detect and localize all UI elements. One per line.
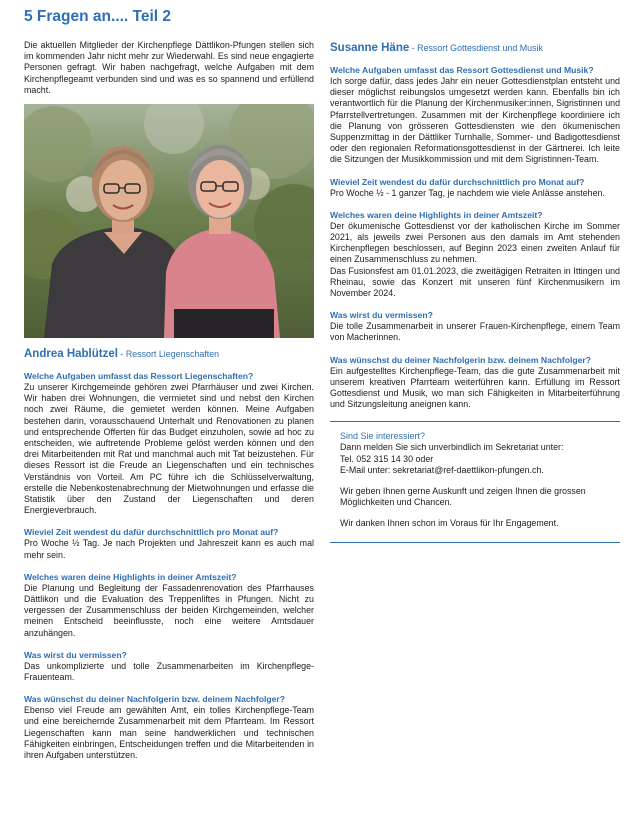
person-name: Susanne Häne (330, 42, 410, 54)
answer: Zu unserer Kirchgemeinde gehören zwei Pfarrhäuser und zwei Kirchen. Wir haben drei Wohnungen, die vermietet sind und nebst den Kirchen noch zwei Räume, die gemietet werden können. Meine Aufgaben bestehen darin, vorausschauend Unterhalt und Renovationen zu planen und entsprechende Offerten für das Budget einzuholen, sowie ad hoc zu entscheiden, wie auftretende Probleme gelöst werden können und den drei Mitarbeitenden mit Rat und manchmal auch mit Tat beizustehen. Für dieses Ressort ist die Freude an Liegenschaften und ein technisches Verständnis von Vorteil. Am PC führe ich die Schlüsselverwaltung, erstelle die Nebenkostenabrechnung der Mietwohnungen und erfasse die Statistik über den Zustand der Liegenschaften und deren Energieverbrauch. (24, 382, 314, 516)
contact-phone: Tel. 052 315 14 30 oder (340, 453, 434, 464)
answer-continued: Das Fusionsfest am 01.01.2023, die zweitägigen Retraiten in Ittingen und Rheinau, sowie das Konzert mit unseren fünf Kirchenmusikern im November 2024. (330, 265, 620, 299)
qa-block (330, 210, 620, 299)
qa-block (24, 650, 314, 683)
qa-block (330, 310, 620, 343)
answer: Der ökumenische Gottesdienst vor der katholischen Kirche im Sommer 2021, als jeweils zwei Personen aus den damals im Amt stehenden Kirchenpflegen beschlossen, auf Beginn 2023 einen zweiten Anlauf für einen Zusammenschluss zu nehmen. (330, 220, 620, 265)
qa-block (330, 177, 620, 199)
person-role: - Ressort Liegenschaften (117, 349, 220, 360)
answer: Das unkomplizierte und tolle Zusammenarbeiten im Kirchenpflege-Frauenteam. (24, 660, 314, 683)
right-column (330, 40, 620, 543)
answer: Pro Woche ½ - 1 ganzer Tag, je nachdem wie viele Anlässe anstehen. (330, 187, 605, 198)
question: Was wünschst du deiner Nachfolgerin bzw. deinem Nachfolger? (24, 694, 286, 705)
question: Was wirst du vermissen? (24, 649, 127, 660)
person-heading-susanne (330, 40, 620, 55)
contact-email[interactable]: E-Mail unter: sekretariat@ref-daettlikon-pfungen.ch. (340, 464, 544, 475)
answer: Die tolle Zusammenarbeit in unserer Frauen-Kirchenpflege, einem Team von Macherinnen. (330, 321, 620, 343)
person-role: - Ressort Gottesdienst und Musik (409, 43, 543, 53)
contact-title: Sind Sie interessiert? (340, 431, 426, 442)
answer: Ein aufgestelltes Kirchenpflege-Team, das die gute Zusammenarbeit mit unserem kreativen Pfarrteam weiterführen kann. Erfüllung im Ressort Gottesdienst und Musik, wo man sich Fähigkeiten in Mitarbeiterführung und Sitzungsleitung aneignen kann. (330, 365, 620, 410)
qa-block (330, 355, 620, 411)
answer: Ich sorge dafür, dass jedes Jahr ein neuer Gottesdienstplan entsteht und dieser möglichst reibungslos umgesetzt werden kann. Ebenfalls bin ich verantwortlich für die Planung der Kirchenmusiker:innen, Sigristinnen und Pfarrstellvertretungen. Zusammen mit der Kirchenpflege koordiniere ich die Planung von grösseren Gottesdiensten wie den ökumenischen Suppenzmittag in der Dättliker Turnhalle, Sommer- und Badigottesdienst oder den regionalen Reformationsgottesdienst in der Gärtnerei. Ich leite die Sitzungen der Musikkommission und mit dem Sigristinnen-Team. (330, 76, 620, 165)
question: Wieviel Zeit wendest du dafür durchschnittlich pro Monat auf? (24, 527, 279, 538)
question: Was wirst du vermissen? (330, 310, 433, 321)
person-name: Andrea Hablützel (24, 348, 118, 361)
contact-thanks: Wir danken Ihnen schon im Voraus für Ihr Engagement. (340, 518, 559, 529)
qa-block (24, 371, 314, 516)
contact-line: Dann melden Sie sich unverbindlich im Sekretariat unter: (340, 442, 564, 453)
qa-block (330, 65, 620, 166)
contact-offer: Wir geben Ihnen gerne Auskunft und zeigen Ihnen die grossen Möglichkeiten und Chancen. (340, 486, 586, 508)
answer: Ebenso viel Freude am gewählten Amt, ein tolles Kirchenpflege-Team und eine bereichernde Zusammenarbeit mit dem Pfarrteam. Im Ressort Liegenschaften kann man seine handwerklichen und technischen Fähigkeiten einbringen, Entscheidungen treffen und die Mitarbeitenden in ihren Aufgaben unterstützen. (24, 705, 314, 761)
qa-block (24, 527, 314, 560)
question: Welche Aufgaben umfasst das Ressort Liegenschaften? (24, 371, 254, 382)
question: Welches waren deine Highlights in deiner Amtszeit? (330, 209, 543, 220)
intro-text: Die aktuellen Mitglieder der Kirchenpflege Dättlikon-Pfungen stellen sich im kommenden Jahr nicht mehr zur Wiederwahl. Es sind neue engagierte Personen gefragt. Wir haben nachgefragt, welche Aufgaben mit dem Kirchenpflegeamt verbunden sind und was es so spannend und erfüllend macht. (24, 40, 314, 95)
left-column (24, 40, 314, 772)
question: Wieviel Zeit wendest du dafür durchschnittlich pro Monat auf? (330, 176, 585, 187)
answer: Die Planung und Begleitung der Fassadenrenovation des Pfarrhauses Dättlikon und die Evaluation des Treppenliftes in Pfungen. Nicht zu vergessen der Zusammenschluss der beiden Kirchgemeinden, welcher meinen Entscheid beeinflusste, noch eine weitere Amtsdauer anzuhängen. (24, 582, 314, 638)
question: Was wünschst du deiner Nachfolgerin bzw. deinem Nachfolger? (330, 354, 592, 365)
contact-box (330, 421, 620, 542)
answer: Pro Woche ½ Tag. Je nach Projekten und Jahreszeit kann es auch mal mehr sein. (24, 538, 314, 560)
portrait-photo (24, 104, 314, 338)
qa-block (24, 694, 314, 761)
photo-illustration (24, 104, 314, 338)
page-title: 5 Fragen an.... Teil 2 (24, 8, 172, 25)
question: Welches waren deine Highlights in deiner Amtszeit? (24, 571, 237, 582)
qa-block (24, 572, 314, 639)
question: Welche Aufgaben umfasst das Ressort Gottesdienst und Musik? (330, 65, 594, 75)
person-heading-andrea (24, 346, 314, 361)
